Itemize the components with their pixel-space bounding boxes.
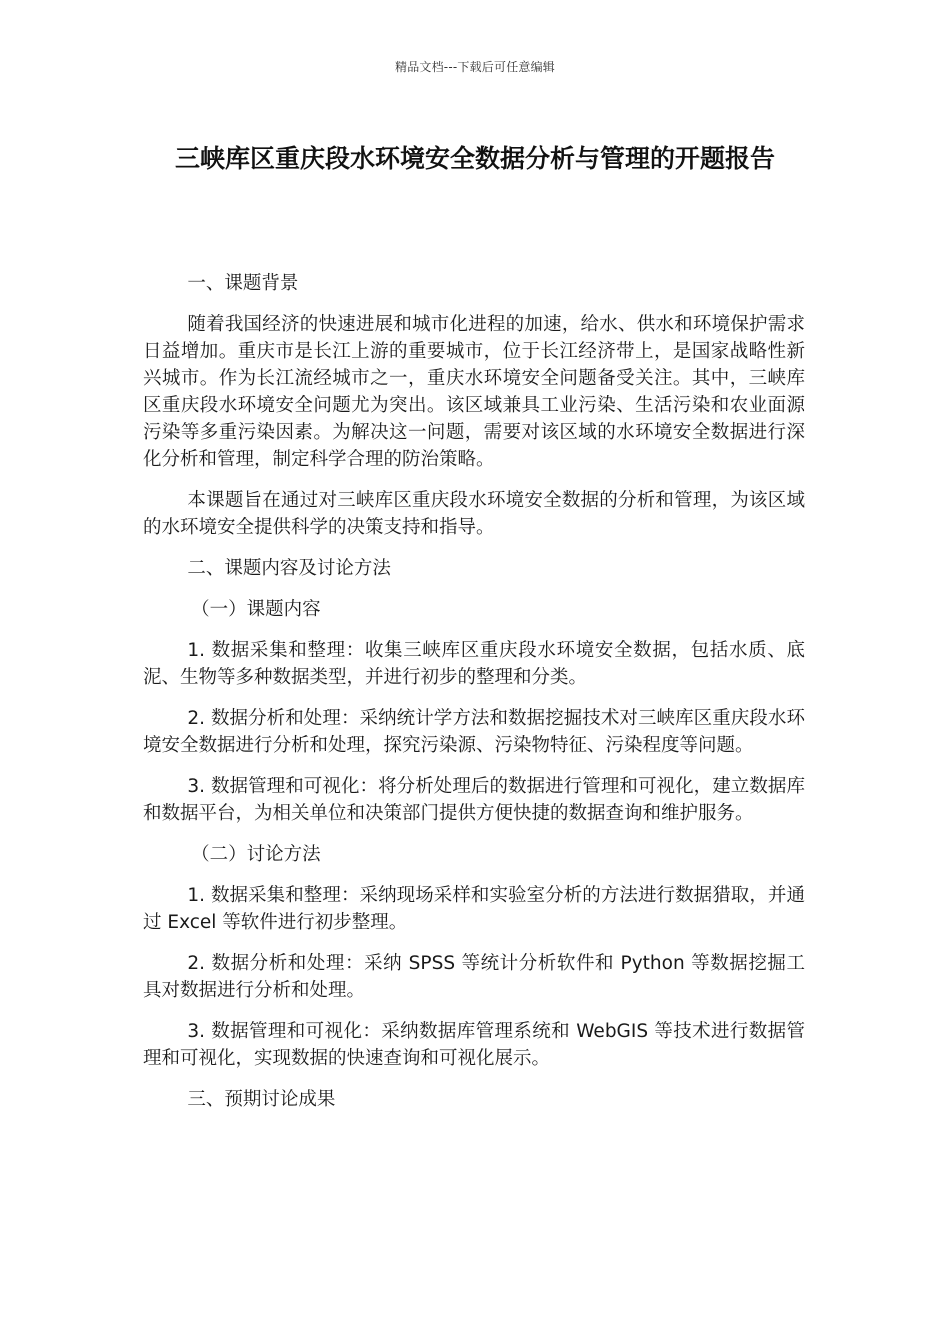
paragraph-method-2: 2. 数据分析和处理：采纳 SPSS 等统计分析软件和 Python 等数据挖掘工具对数据进行分析和处理。 <box>143 953 805 1001</box>
paragraph-content-1: 1. 数据采集和整理：收集三峡库区重庆段水环境安全数据，包括水质、底泥、生物等多种数据类型，并进行初步的整理和分类。 <box>143 640 805 688</box>
document-body <box>143 270 805 1127</box>
paragraph-content-3: 3. 数据管理和可视化：将分析处理后的数据进行管理和可视化，建立数据库和数据平台，为相关单位和决策部门提供方便快捷的数据查询和维护服务。 <box>143 776 805 824</box>
paragraph-background-2: 本课题旨在通过对三峡库区重庆段水环境安全数据的分析和管理，为该区域的水环境安全提供科学的决策支持和指导。 <box>143 490 805 538</box>
paragraph-method-1: 1. 数据采集和整理：采纳现场采样和实验室分析的方法进行数据猎取，并通过 Excel 等软件进行初步整理。 <box>143 885 805 933</box>
subheading-methods: （二）讨论方法 <box>191 844 321 865</box>
paragraph-method-3: 3. 数据管理和可视化：采纳数据库管理系统和 WebGIS 等技术进行数据管理和可视化，实现数据的快速查询和可视化展示。 <box>143 1021 805 1069</box>
section-heading-content-methods: 二、课题内容及讨论方法 <box>187 558 391 579</box>
section-heading-expected-results: 三、预期讨论成果 <box>187 1089 336 1110</box>
document-title: 三峡库区重庆段水环境安全数据分析与管理的开题报告 <box>174 144 775 173</box>
subheading-content: （一）课题内容 <box>191 599 321 620</box>
section-heading-background: 一、课题背景 <box>187 273 299 294</box>
header-note: 精品文档---下载后可任意编辑 <box>395 60 555 74</box>
paragraph-background-1: 随着我国经济的快速进展和城市化进程的加速，给水、供水和环境保护需求日益增加。重庆市是长江上游的重要城市，位于长江经济带上，是国家战略性新兴城市。作为长江流经城市之一，重庆水环境安全问题备受关注。其中，三峡库区重庆段水环境安全问题尤为突出。该区域兼具工业污染、生活污染和农业面源污染等多重污染因素。为解决这一问题，需要对该区域的水环境安全数据进行深化分析和管理，制定科学合理的防治策略。 <box>143 314 805 470</box>
paragraph-content-2: 2. 数据分析和处理：采纳统计学方法和数据挖掘技术对三峡库区重庆段水环境安全数据进行分析和处理，探究污染源、污染物特征、污染程度等问题。 <box>143 708 805 756</box>
